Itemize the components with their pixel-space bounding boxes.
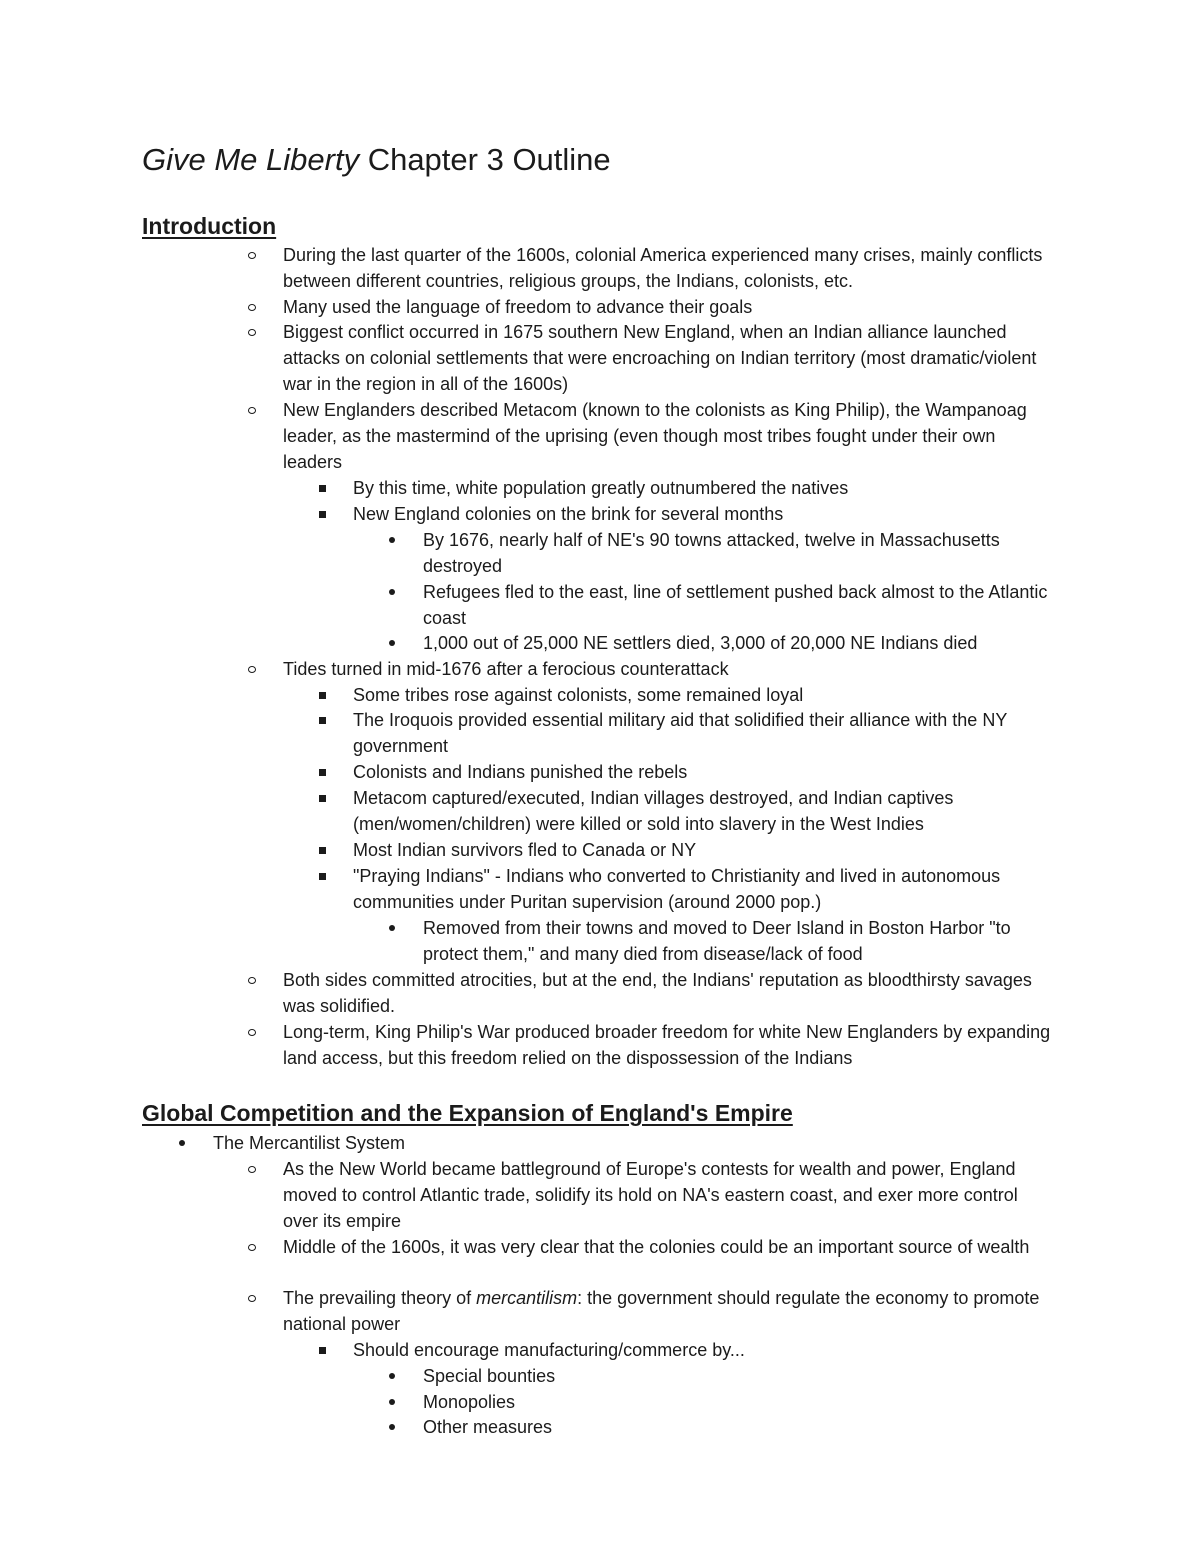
mercantilism-definition: The prevailing theory of mercantilism: the government should regulate the economy to promote national power (283, 1288, 1040, 1334)
list-item (283, 1286, 1053, 1338)
hollow-bullet (237, 243, 267, 269)
list-item: By 1676, nearly half of NE's 90 towns attacked, twelve in Massachusetts destroyed (423, 528, 1063, 580)
dot-bullet (167, 1131, 197, 1157)
hollow-bullet (237, 1157, 267, 1183)
hollow-bullet (237, 398, 267, 424)
square-bullet (307, 502, 337, 528)
list-item: "Praying Indians" - Indians who converted to Christianity and lived in autonomous communities under Puritan supervision (around 2000 pop.) (353, 864, 1063, 916)
square-bullet (307, 864, 337, 890)
title-rest: Chapter 3 Outline (359, 142, 611, 177)
list-item: Removed from their towns and moved to Deer Island in Boston Harbor "to protect them," and many died from disease/lack of food (423, 916, 1053, 968)
dot-bullet (377, 631, 407, 657)
list-item: Metacom captured/executed, Indian villages destroyed, and Indian captives (men/women/children) were killed or sold into slavery in the West Indies (353, 786, 1053, 838)
dot-bullet (377, 916, 407, 942)
list-item: Tides turned in mid-1676 after a ferocious counterattack (283, 657, 1053, 683)
list-item: Middle of the 1600s, it was very clear that the colonies could be an important source of wealth (283, 1235, 1053, 1261)
hollow-bullet (237, 320, 267, 346)
square-bullet (307, 1338, 337, 1364)
list-item: Monopolies (423, 1390, 1053, 1416)
list-item: Most Indian survivors fled to Canada or NY (353, 838, 1053, 864)
list-item: During the last quarter of the 1600s, colonial America experienced many crises, mainly conflicts between different countries, religious groups, the Indians, colonists, etc. (283, 243, 1053, 295)
list-item: Should encourage manufacturing/commerce by... (353, 1338, 1053, 1364)
hollow-bullet (237, 968, 267, 994)
square-bullet (307, 760, 337, 786)
list-item: Some tribes rose against colonists, some remained loyal (353, 683, 1053, 709)
list-item: By this time, white population greatly outnumbered the natives (353, 476, 1053, 502)
section-heading-introduction: Introduction (142, 213, 277, 239)
dot-bullet (377, 528, 407, 554)
list-item: Biggest conflict occurred in 1675 southern New England, when an Indian alliance launched attacks on colonial settlements that were encroaching on Indian territory (most dramatic/violent war in the region in all of the 1600s) (283, 320, 1053, 398)
list-item: Both sides committed atrocities, but at the end, the Indians' reputation as bloodthirsty savages was solidified. (283, 968, 1053, 1020)
list-item: Many used the language of freedom to advance their goals (283, 295, 1053, 321)
hollow-bullet (237, 1235, 267, 1261)
hollow-bullet (237, 657, 267, 683)
square-bullet (307, 838, 337, 864)
square-bullet (307, 786, 337, 812)
hollow-bullet (237, 295, 267, 321)
dot-bullet (377, 1364, 407, 1390)
list-item: Colonists and Indians punished the rebels (353, 760, 1053, 786)
dot-bullet (377, 1390, 407, 1416)
list-item: Long-term, King Philip's War produced broader freedom for white New Englanders by expanding land access, but this freedom relied on the dispossession of the Indians (283, 1020, 1053, 1072)
hollow-bullet (237, 1286, 267, 1312)
list-item: Special bounties (423, 1364, 1053, 1390)
section-heading-global-competition: Global Competition and the Expansion of England's Empire (142, 1100, 793, 1126)
list-item: The Iroquois provided essential military aid that solidified their alliance with the NY government (353, 708, 1053, 760)
document-title (142, 140, 611, 180)
hollow-bullet (237, 1020, 267, 1046)
dot-bullet (377, 580, 407, 606)
dot-bullet (377, 1415, 407, 1441)
square-bullet (307, 476, 337, 502)
list-item: Refugees fled to the east, line of settlement pushed back almost to the Atlantic coast (423, 580, 1053, 632)
title-italic: Give Me Liberty (142, 142, 360, 177)
list-item: Other measures (423, 1415, 1053, 1441)
list-item: New England colonies on the brink for several months (353, 502, 1053, 528)
square-bullet (307, 683, 337, 709)
list-item: New Englanders described Metacom (known to the colonists as King Philip), the Wampanoag leader, as the mastermind of the uprising (even though most tribes fought under their own leaders (283, 398, 1053, 476)
square-bullet (307, 708, 337, 734)
list-item: 1,000 out of 25,000 NE settlers died, 3,000 of 20,000 NE Indians died (423, 631, 1063, 657)
list-item: The Mercantilist System (213, 1131, 1053, 1157)
list-item: As the New World became battleground of Europe's contests for wealth and power, England moved to control Atlantic trade, solidify its hold on NA's eastern coast, and exer more control over its empire (283, 1157, 1053, 1235)
